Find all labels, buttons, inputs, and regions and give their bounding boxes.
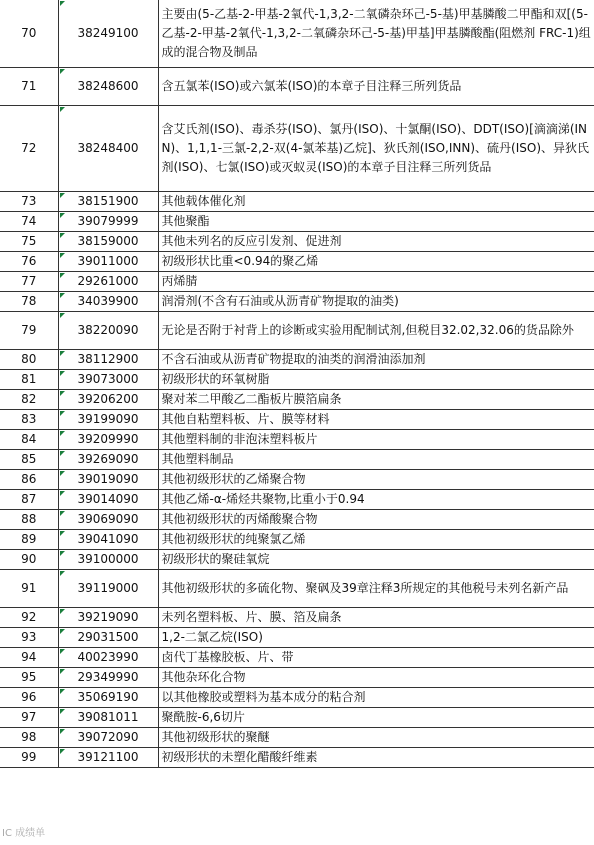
row-number-cell: 70 (0, 0, 58, 67)
hs-code-cell: 40023990 (58, 647, 158, 667)
row-number-cell: 72 (0, 105, 58, 191)
hs-code-cell: 34039900 (58, 291, 158, 311)
hs-code-cell: 39014090 (58, 489, 158, 509)
table-row (0, 647, 594, 667)
hs-code-cell: 39011000 (58, 251, 158, 271)
description-cell: 其他初级形状的聚醚 (158, 727, 594, 747)
hs-code-cell: 39072090 (58, 727, 158, 747)
table-row (0, 529, 594, 549)
description-cell: 卤代丁基橡胶板、片、带 (158, 647, 594, 667)
hs-code-cell: 39206200 (58, 389, 158, 409)
table-row (0, 667, 594, 687)
table-row (0, 747, 594, 767)
hs-code-cell: 38151900 (58, 191, 158, 211)
row-number-cell: 99 (0, 747, 58, 767)
table-row (0, 271, 594, 291)
table-row (0, 0, 594, 67)
row-number-cell: 85 (0, 449, 58, 469)
table-row (0, 607, 594, 627)
table-row (0, 291, 594, 311)
table-row (0, 707, 594, 727)
description-cell: 初级形状的环氧树脂 (158, 369, 594, 389)
row-number-cell: 91 (0, 569, 58, 607)
hs-code-cell: 39073000 (58, 369, 158, 389)
table-row (0, 251, 594, 271)
description-cell: 其他聚酯 (158, 211, 594, 231)
row-number-cell: 84 (0, 429, 58, 449)
table-row (0, 727, 594, 747)
row-number-cell: 87 (0, 489, 58, 509)
table-row (0, 509, 594, 529)
row-number-cell: 88 (0, 509, 58, 529)
table-row (0, 389, 594, 409)
description-cell: 其他初级形状的乙烯聚合物 (158, 469, 594, 489)
table-row (0, 369, 594, 389)
description-cell: 主要由(5-乙基-2-甲基-2氧代-1,3,2-二氧磷杂环己-5-基)甲基膦酸二甲酯和双[(5-乙基-2-甲基-2氧代-1,3,2-二氧磷杂环己-5-基)甲基]甲基膦酸酯(阻燃剂 FRC-1)组成的混合物及制品 (158, 0, 594, 67)
hs-code-cell: 38112900 (58, 349, 158, 369)
hs-code-cell: 39119000 (58, 569, 158, 607)
row-number-cell: 81 (0, 369, 58, 389)
description-cell: 其他杂环化合物 (158, 667, 594, 687)
hs-code-cell: 39121100 (58, 747, 158, 767)
hs-code-cell: 29031500 (58, 627, 158, 647)
row-number-cell: 93 (0, 627, 58, 647)
hs-code-cell: 39041090 (58, 529, 158, 549)
description-cell: 未列名塑料板、片、膜、箔及扁条 (158, 607, 594, 627)
hs-code-cell: 39081011 (58, 707, 158, 727)
hs-code-cell: 29349990 (58, 667, 158, 687)
hs-code-cell: 38248400 (58, 105, 158, 191)
hs-code-cell: 38220090 (58, 311, 158, 349)
table-row (0, 105, 594, 191)
row-number-cell: 80 (0, 349, 58, 369)
table-row (0, 311, 594, 349)
row-number-cell: 76 (0, 251, 58, 271)
hs-code-cell: 39209990 (58, 429, 158, 449)
hs-code-cell: 39269090 (58, 449, 158, 469)
hs-code-cell: 39019090 (58, 469, 158, 489)
row-number-cell: 71 (0, 67, 58, 105)
row-number-cell: 95 (0, 667, 58, 687)
hs-code-cell: 35069190 (58, 687, 158, 707)
table-row (0, 211, 594, 231)
description-cell: 其他载体催化剂 (158, 191, 594, 211)
table-row (0, 469, 594, 489)
hs-code-cell: 39079999 (58, 211, 158, 231)
row-number-cell: 98 (0, 727, 58, 747)
row-number-cell: 77 (0, 271, 58, 291)
row-number-cell: 96 (0, 687, 58, 707)
description-cell: 初级形状的未塑化醋酸纤维素 (158, 747, 594, 767)
table-row (0, 489, 594, 509)
row-number-cell: 79 (0, 311, 58, 349)
table-row (0, 429, 594, 449)
description-cell: 聚对苯二甲酸乙二酯板片膜箔扁条 (158, 389, 594, 409)
description-cell: 丙烯腈 (158, 271, 594, 291)
description-cell: 无论是否附于衬背上的诊断或实验用配制试剂,但税目32.02,32.06的货品除外 (158, 311, 594, 349)
description-cell: 其他塑料制品 (158, 449, 594, 469)
hs-code-cell: 39199090 (58, 409, 158, 429)
table-row (0, 191, 594, 211)
table-row (0, 449, 594, 469)
table-row (0, 409, 594, 429)
description-cell: 初级形状的聚硅氧烷 (158, 549, 594, 569)
row-number-cell: 83 (0, 409, 58, 429)
description-cell: 初级形状比重<0.94的聚乙烯 (158, 251, 594, 271)
table-row (0, 569, 594, 607)
description-cell: 含艾氏剂(ISO)、毒杀芬(ISO)、氯丹(ISO)、十氯酮(ISO)、DDT(ISO)[滴滴涕(INN)、1,1,1-三氯-2,2-双(4-氯苯基)乙烷]、狄氏剂(ISO,INN)、硫丹(ISO)、异狄氏剂(ISO)、七氯(ISO)或灭蚁灵(ISO)的本章子目注释三所列货品 (158, 105, 594, 191)
description-cell: 其他自粘塑料板、片、膜等材料 (158, 409, 594, 429)
table-row (0, 549, 594, 569)
table-row (0, 687, 594, 707)
description-cell: 以其他橡胶或塑料为基本成分的粘合剂 (158, 687, 594, 707)
row-number-cell: 89 (0, 529, 58, 549)
description-cell: 其他初级形状的多硫化物、聚砜及39章注释3所规定的其他税号未列名新产品 (158, 569, 594, 607)
row-number-cell: 82 (0, 389, 58, 409)
description-cell: 其他未列名的反应引发剂、促进剂 (158, 231, 594, 251)
description-cell: 含五氯苯(ISO)或六氯苯(ISO)的本章子目注释三所列货品 (158, 67, 594, 105)
table-row (0, 231, 594, 251)
row-number-cell: 75 (0, 231, 58, 251)
table-row (0, 67, 594, 105)
row-number-cell: 73 (0, 191, 58, 211)
watermark: IC 成绩单 (2, 828, 46, 839)
hs-code-cell: 39219090 (58, 607, 158, 627)
row-number-cell: 94 (0, 647, 58, 667)
hs-code-cell: 39100000 (58, 549, 158, 569)
hs-code-cell: 38249100 (58, 0, 158, 67)
description-cell: 其他初级形状的丙烯酸聚合物 (158, 509, 594, 529)
row-number-cell: 97 (0, 707, 58, 727)
hs-code-cell: 38248600 (58, 67, 158, 105)
description-cell: 1,2-二氯乙烷(ISO) (158, 627, 594, 647)
hs-code-cell: 39069090 (58, 509, 158, 529)
row-number-cell: 86 (0, 469, 58, 489)
description-cell: 其他乙烯-α-烯烃共聚物,比重小于0.94 (158, 489, 594, 509)
description-cell: 润滑剂(不含有石油或从沥青矿物提取的油类) (158, 291, 594, 311)
hs-code-cell: 29261000 (58, 271, 158, 291)
row-number-cell: 92 (0, 607, 58, 627)
description-cell: 聚酰胺-6,6切片 (158, 707, 594, 727)
table-row (0, 349, 594, 369)
row-number-cell: 74 (0, 211, 58, 231)
row-number-cell: 78 (0, 291, 58, 311)
description-cell: 其他初级形状的纯聚氯乙烯 (158, 529, 594, 549)
description-cell: 不含石油或从沥青矿物提取的油类的润滑油添加剂 (158, 349, 594, 369)
hs-code-cell: 38159000 (58, 231, 158, 251)
description-cell: 其他塑料制的非泡沫塑料板片 (158, 429, 594, 449)
row-number-cell: 90 (0, 549, 58, 569)
table-row (0, 627, 594, 647)
